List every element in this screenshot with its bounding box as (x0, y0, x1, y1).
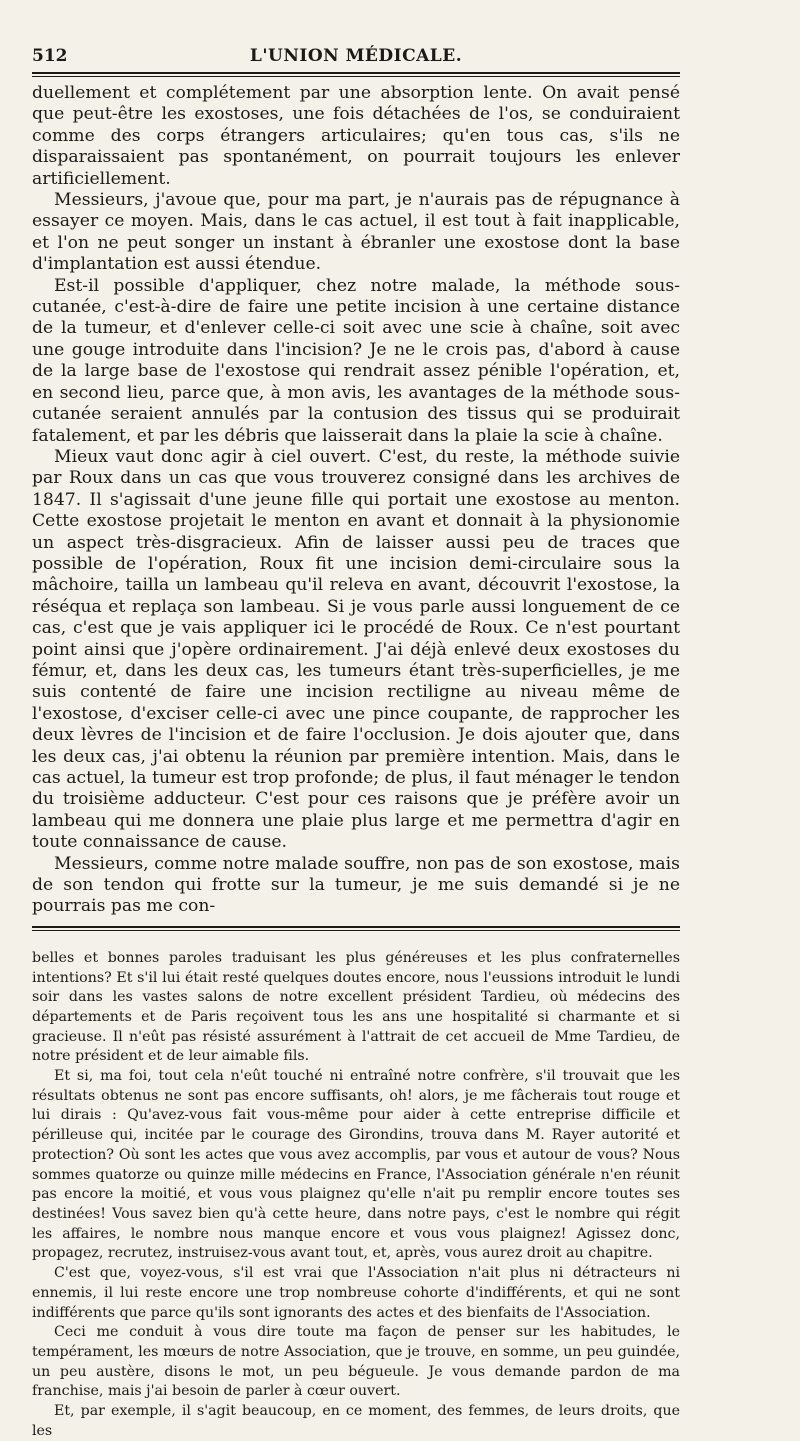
footnote-paragraph: Et, par exemple, il s'agit beaucoup, en ce moment, des femmes, de leurs droits, que les (32, 1403, 680, 1439)
body-paragraph: Est-il possible d'appliquer, chez notre malade, la méthode sous-cutanée, c'est-à-dire de faire une petite incision à une certaine distance de la tumeur, et d'enlever celle-ci soit avec une scie à chaîne, soit avec une gouge introduite dans l'incision? Je ne le crois pas, d'abord à cause de la large base de l'exostose qui rendrait assez pénible l'opération, et, en second lieu, parce que, à mon avis, les avantages de la méthode sous-cutanée seraient annulés par la contusion des tissus qui se produirait fatalement, et par les débris que laisserait dans la plaie la scie à chaîne. (32, 275, 680, 446)
footnote-paragraph: Et si, ma foi, tout cela n'eût touché ni entraîné notre confrère, s'il trouvait que les résultats obtenus ne sont pas encore suffisants, oh! alors, je me fâcherais tout rouge et lui dirais : Qu'avez-vous fait vous-même pour aider à cette entreprise difficile et périlleuse qui, incitée par le courage des Girondins, trouva dans M. Rayer autorité et protection? Où sont les actes que vous avez accomplis, par vous et autour de vous? Nous sommes quatorze ou quinze mille médecins en France, l'Association générale n'en réunit pas encore la moitié, et vous vous plaignez qu'elle n'ait pu remplir encore toutes ses destinées! Vous savez bien qu'à cette heure, dans notre pays, c'est le nombre qui régit les affaires, le nombre nous manque encore et vous vous plaignez! Agissez donc, propagez, recrutez, instruisez-vous avant tout, et, après, vous aurez droit au chapitre. (32, 1068, 680, 1262)
footnote-separator (32, 926, 680, 931)
running-header (32, 40, 680, 70)
body-paragraph: duellement et complétement par une absorption lente. On avait pensé que peut-être les exostoses, une fois détachées de l'os, se conduiraient comme des corps étrangers articulaires; qu'en tous cas, s'ils ne disparaissaient pas spontanément, on pourrait toujours les enlever artificiellement. (32, 83, 680, 189)
footnote-body (32, 949, 680, 1441)
journal-title: L'UNION MÉDICALE. (249, 46, 463, 66)
article-body (32, 83, 680, 918)
footnote-paragraph: C'est que, voyez-vous, s'il est vrai que l'Association n'ait plus ni détracteurs ni ennemis, il lui reste encore une trop nombreuse cohorte d'indifférents, et qui ne sont indifférents que parce qu'ils sont ignorants des actes et des bienfaits de l'Association. (32, 1265, 680, 1321)
footnote-paragraph: Ceci me conduit à vous dire toute ma façon de penser sur les habitudes, le tempérament, les mœurs de notre Association, que je trouve, en somme, un peu guindée, un peu austère, disons le mot, un peu bégueule. Je vous demande pardon de ma franchise, mais j'ai besoin de parler à cœur ouvert. (32, 1324, 680, 1400)
page-number: 512 (32, 46, 68, 66)
body-paragraph: Messieurs, j'avoue que, pour ma part, je n'aurais pas de répugnance à essayer ce moyen. Mais, dans le cas actuel, il est tout à fait inapplicable, et l'on ne peut songer un instant à ébranler une exostose dont la base d'implantation est aussi étendue. (32, 190, 680, 275)
body-paragraph: Mieux vaut donc agir à ciel ouvert. C'est, du reste, la méthode suivie par Roux dans un cas que vous trouverez consigné dans les archives de 1847. Il s'agissait d'une jeune fille qui portait une exostose au menton. Cette exostose projetait le menton en avant et donnait à la physionomie un aspect très-disgracieux. Afin de laisser aussi peu de traces que possible de l'opération, Roux fit une incision demi-circulaire sous la mâchoire, tailla un lambeau qu'il releva en avant, découvrit l'exostose, la réséqua et replaça son lambeau. Si je vous parle aussi longuement de ce cas, c'est que je vais appliquer ici le procédé de Roux. Ce n'est pourtant point ainsi que j'opère ordinairement. J'ai déjà enlevé deux exostoses du fémur, et, dans les deux cas, les tumeurs étant très-superficielles, je me suis contenté de faire une incision rectiligne au niveau même de l'exostose, d'exciser celle-ci avec une pince coupante, de rapprocher les deux lèvres de l'incision et de faire l'occlusion. Je dois ajouter que, dans les deux cas, j'ai obtenu la réunion par première intention. Mais, dans le cas actuel, la tumeur est trop profonde; de plus, il faut ménager le tendon du troisième adducteur. C'est pour ces raisons que je préfère avoir un lambeau qui me donnera une plaie plus large et me permettra d'agir en toute connaissance de cause. (32, 446, 680, 853)
header-rule (32, 72, 680, 77)
footnote-paragraph: belles et bonnes paroles traduisant les plus généreuses et les plus confraternelles intentions? Et s'il lui était resté quelques doutes encore, nous l'eussions introduit le lundi soir dans les vastes salons de notre excellent président Tardieu, où médecins des départements et de Paris reçoivent tous les ans une hospitalité si charmante et si gracieuse. Il n'eût pas résisté assurément à l'attrait de cet accueil de Mme Tardieu, de notre président et de leur aimable fils. (32, 949, 680, 1065)
body-paragraph: Messieurs, comme notre malade souffre, non pas de son exostose, mais de son tendon qui frotte sur la tumeur, je me suis demandé si je ne pourrais pas me con- (32, 853, 680, 917)
